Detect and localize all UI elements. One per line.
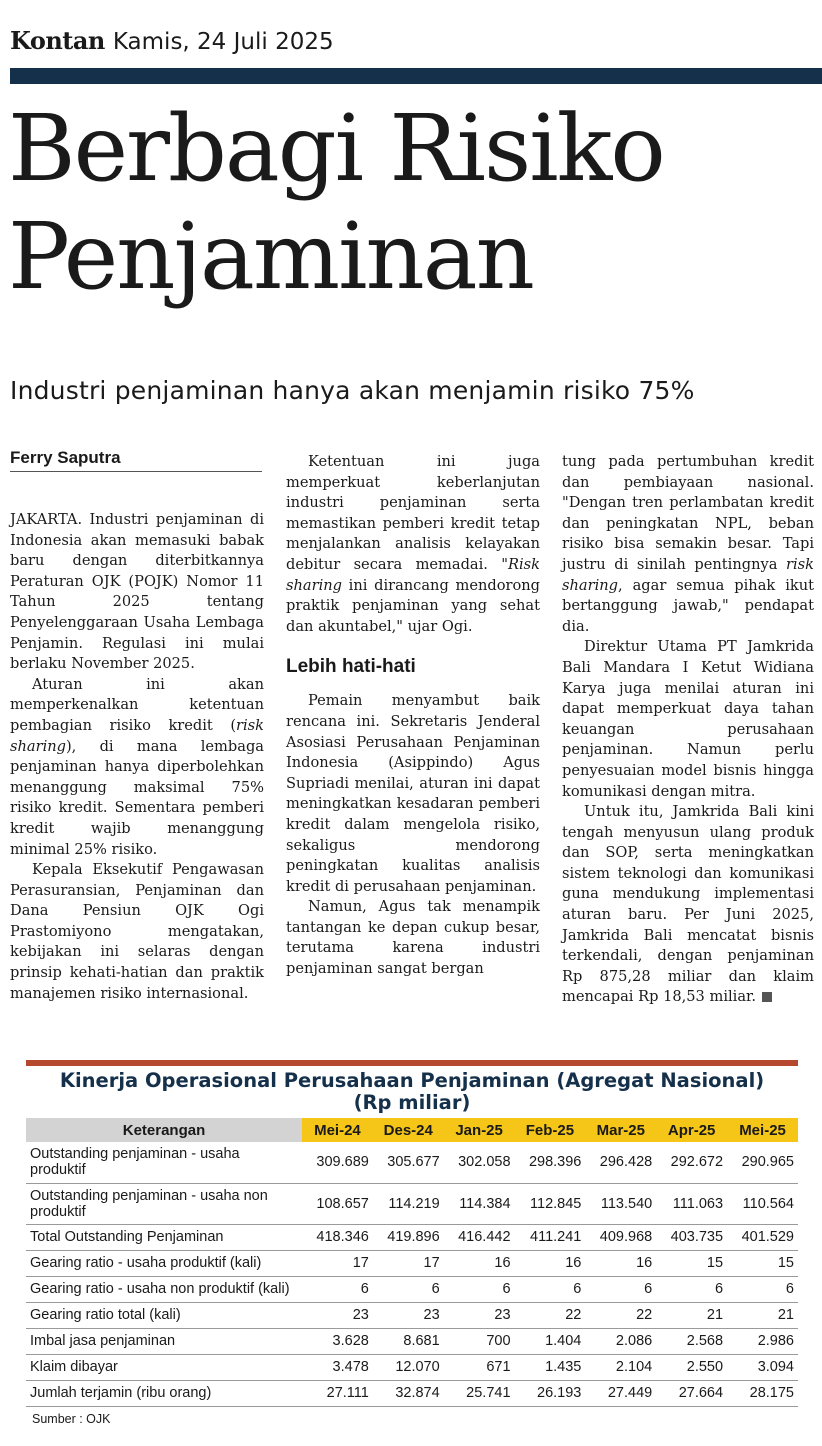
table-source: Sumber : OJK: [32, 1411, 111, 1426]
subheadline: Industri penjaminan hanya akan menjamin risiko 75%: [10, 376, 695, 405]
row-value: 113.540: [585, 1183, 656, 1224]
row-value: 110.564: [727, 1183, 798, 1224]
row-label: Jumlah terjamin (ribu orang): [26, 1380, 302, 1406]
paragraph-3: Kepala Eksekutif Pengawasan Perasuransian, Penjaminan dan Dana Pensiun OJK Ogi Prastomiyono mengatakan, kebijakan ini selaras dengan prinsip kehati-hatian dan praktik manajemen risiko internasional.: [10, 861, 264, 1002]
row-value: 27.664: [656, 1380, 727, 1406]
header-col-1: Mei-24: [302, 1118, 373, 1142]
table-row: [26, 1354, 798, 1380]
row-label: Outstanding penjaminan - usaha produktif: [26, 1142, 302, 1183]
row-value: 298.396: [515, 1142, 586, 1183]
operational-performance-table: [26, 1118, 798, 1407]
row-value: 309.689: [302, 1142, 373, 1183]
table-row: [26, 1142, 798, 1183]
row-label: Klaim dibayar: [26, 1354, 302, 1380]
table-row: [26, 1183, 798, 1224]
table-row: [26, 1328, 798, 1354]
row-value: 290.965: [727, 1142, 798, 1183]
paragraph-7: Direktur Utama PT Jamkrida Bali Mandara I Ketut Widiana Karya juga menilai aturan ini dapat memperkuat daya tahan keuangan perusahaan penjaminan. Namun perlu penyesuaian model bisnis hingga komunikasi dengan mitra.: [562, 638, 814, 800]
paragraph-6-continued: tung pada pertumbuhan kredit dan pembiayaan nasional. "Dengan tren perlambatan kredit dan peningkatan NPL, beban risiko bisa semakin besar. Tapi justru di sinilah pentingnya risk sharing, agar semua pihak ikut bertanggung jawab," pendapat dia.: [562, 453, 814, 635]
row-value: 6: [444, 1276, 515, 1302]
header-col-7: Mei-25: [727, 1118, 798, 1142]
article-column-2: [286, 452, 540, 980]
row-value: 6: [656, 1276, 727, 1302]
end-mark-icon: [762, 992, 772, 1002]
row-value: 401.529: [727, 1224, 798, 1250]
row-value: 114.384: [444, 1183, 515, 1224]
row-value: 114.219: [373, 1183, 444, 1224]
section-subheading: Lebih hati-hati: [286, 656, 416, 678]
row-value: 23: [373, 1302, 444, 1328]
row-value: 12.070: [373, 1354, 444, 1380]
row-value: 3.628: [302, 1328, 373, 1354]
publication-name: Kontan: [10, 26, 105, 55]
row-value: 305.677: [373, 1142, 444, 1183]
row-label: Imbal jasa penjaminan: [26, 1328, 302, 1354]
article-column-3: [562, 452, 814, 1008]
row-value: 700: [444, 1328, 515, 1354]
row-value: 2.104: [585, 1354, 656, 1380]
row-value: 6: [515, 1276, 586, 1302]
table-row: [26, 1276, 798, 1302]
headline-line-2: Penjaminan: [8, 203, 533, 310]
row-value: 1.404: [515, 1328, 586, 1354]
row-value: 15: [727, 1250, 798, 1276]
header-col-3: Jan-25: [444, 1118, 515, 1142]
row-value: 15: [656, 1250, 727, 1276]
row-value: 3.094: [727, 1354, 798, 1380]
row-label: Gearing ratio - usaha non produktif (kali): [26, 1276, 302, 1302]
row-label: Gearing ratio total (kali): [26, 1302, 302, 1328]
masthead: [10, 26, 334, 60]
row-label: Gearing ratio - usaha produktif (kali): [26, 1250, 302, 1276]
header-col-2: Des-24: [373, 1118, 444, 1142]
paragraph-4: Ketentuan ini juga memperkuat keberlanjutan industri penjaminan serta memastikan pemberi kredit tetap menjalankan analisis kelayakan debitur secara memadai. "Risk sharing ini dirancang mendorong praktik penjaminan yang sehat dan akuntabel," ujar Ogi.: [286, 453, 540, 635]
header-col-4: Feb-25: [515, 1118, 586, 1142]
row-label: Total Outstanding Penjaminan: [26, 1224, 302, 1250]
row-value: 6: [585, 1276, 656, 1302]
row-value: 16: [515, 1250, 586, 1276]
headline: [8, 95, 818, 311]
row-value: 419.896: [373, 1224, 444, 1250]
row-value: 403.735: [656, 1224, 727, 1250]
data-table-section: [26, 1060, 798, 1426]
row-value: 418.346: [302, 1224, 373, 1250]
row-value: 17: [302, 1250, 373, 1276]
header-col-5: Mar-25: [585, 1118, 656, 1142]
row-value: 22: [585, 1302, 656, 1328]
row-value: 1.435: [515, 1354, 586, 1380]
table-row: [26, 1224, 798, 1250]
row-value: 671: [444, 1354, 515, 1380]
paragraph-8: Untuk itu, Jamkrida Bali kini tengah menyusun ulang produk dan SOP, serta meningkatkan sistem teknologi dan komunikasi guna mendukung implementasi aturan baru. Per Juni 2025, Jamkrida Bali mencatat bisnis terkendali, dengan penjaminan Rp 875,28 miliar dan klaim mencapai Rp 18,53 miliar.: [562, 803, 814, 1006]
row-value: 6: [302, 1276, 373, 1302]
paragraph-1: JAKARTA. Industri penjaminan di Indonesia akan memasuki babak baru dengan diterbitkannya Peraturan OJK (POJK) Nomor 11 Tahun 2025 tentang Penyelenggaraan Usaha Lembaga Penjamin. Regulasi ini mulai berlaku November 2025.: [10, 511, 264, 673]
masthead-bar: [10, 68, 822, 84]
row-value: 411.241: [515, 1224, 586, 1250]
row-label: Outstanding penjaminan - usaha non produktif: [26, 1183, 302, 1224]
table-row: [26, 1250, 798, 1276]
row-value: 296.428: [585, 1142, 656, 1183]
row-value: 26.193: [515, 1380, 586, 1406]
table-row: [26, 1380, 798, 1406]
row-value: 22: [515, 1302, 586, 1328]
header-keterangan: Keterangan: [26, 1118, 302, 1142]
row-value: 27.111: [302, 1380, 373, 1406]
row-value: 16: [585, 1250, 656, 1276]
header-col-6: Apr-25: [656, 1118, 727, 1142]
row-value: 108.657: [302, 1183, 373, 1224]
row-value: 416.442: [444, 1224, 515, 1250]
paragraph-2: Aturan ini akan memperkenalkan ketentuan pembagian risiko kredit (risk sharing), di mana lembaga penjaminan hanya diperbolehkan menanggung maksimal 75% risiko kredit. Sementara pemberi kredit wajib menanggung minimal 25% risiko.: [10, 675, 264, 858]
row-value: 409.968: [585, 1224, 656, 1250]
row-value: 112.845: [515, 1183, 586, 1224]
row-value: 2.568: [656, 1328, 727, 1354]
table-title: Kinerja Operasional Perusahaan Penjaminan (Agregat Nasional) (Rp miliar): [59, 1069, 765, 1114]
row-value: 27.449: [585, 1380, 656, 1406]
table-row: [26, 1302, 798, 1328]
row-value: 25.741: [444, 1380, 515, 1406]
publication-date: Kamis, 24 Juli 2025: [112, 29, 334, 55]
row-value: 32.874: [373, 1380, 444, 1406]
row-value: 292.672: [656, 1142, 727, 1183]
row-value: 17: [373, 1250, 444, 1276]
headline-line-1: Berbagi Risiko: [8, 95, 664, 202]
row-value: 3.478: [302, 1354, 373, 1380]
row-value: 23: [302, 1302, 373, 1328]
table-header-row: [26, 1118, 798, 1142]
paragraph-5: Pemain menyambut baik rencana ini. Sekretaris Jenderal Asosiasi Perusahaan Penjaminan Indonesia (Asippindo) Agus Supriadi menilai, aturan ini dapat meningkatkan kesadaran pemberi kredit dalam mengelola risiko, sekaligus mendorong peningkatan kualitas analisis kredit di perusahaan penjaminan.: [286, 692, 540, 895]
row-value: 21: [727, 1302, 798, 1328]
row-value: 2.550: [656, 1354, 727, 1380]
row-value: 6: [727, 1276, 798, 1302]
row-value: 28.175: [727, 1380, 798, 1406]
row-value: 302.058: [444, 1142, 515, 1183]
row-value: 6: [373, 1276, 444, 1302]
article-column-1: [10, 510, 264, 1004]
row-value: 21: [656, 1302, 727, 1328]
row-value: 2.986: [727, 1328, 798, 1354]
paragraph-6-start: Namun, Agus tak menampik tantangan ke depan cukup besar, terutama karena industri penjaminan sangat bergan: [286, 898, 540, 978]
row-value: 16: [444, 1250, 515, 1276]
table-accent-line: [26, 1060, 798, 1066]
row-value: 23: [444, 1302, 515, 1328]
row-value: 2.086: [585, 1328, 656, 1354]
row-value: 8.681: [373, 1328, 444, 1354]
row-value: 111.063: [656, 1183, 727, 1224]
byline: Ferry Saputra: [10, 448, 262, 472]
